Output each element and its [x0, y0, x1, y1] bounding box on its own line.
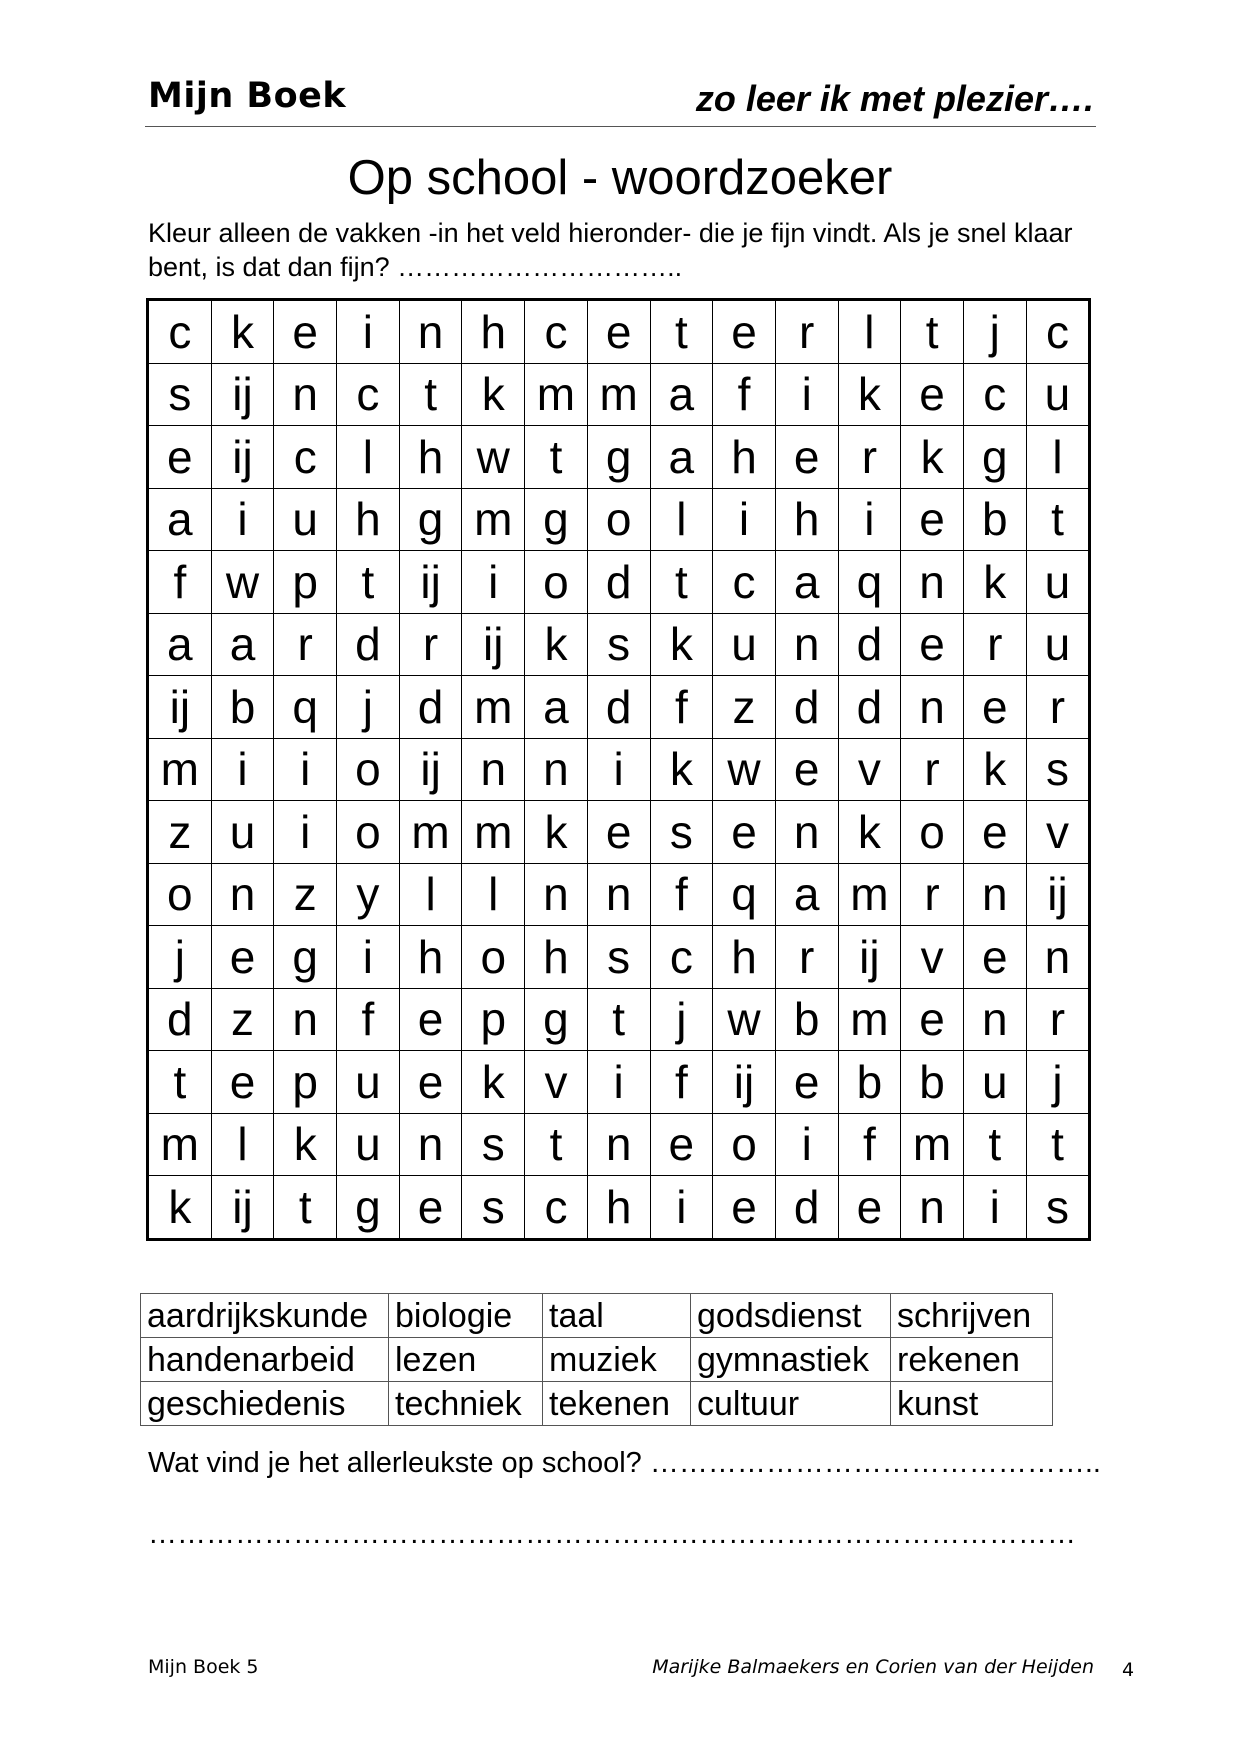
grid-cell[interactable]: n: [901, 1176, 964, 1240]
grid-cell[interactable]: r: [963, 613, 1026, 676]
grid-cell[interactable]: f: [337, 988, 400, 1051]
grid-cell[interactable]: j: [963, 300, 1026, 364]
grid-cell[interactable]: n: [274, 363, 337, 426]
grid-cell[interactable]: l: [650, 488, 713, 551]
grid-cell[interactable]: f: [650, 676, 713, 739]
grid-cell[interactable]: t: [1026, 1113, 1090, 1176]
grid-cell[interactable]: a: [148, 488, 212, 551]
grid-row: [148, 1051, 1090, 1114]
grid-cell[interactable]: v: [901, 926, 964, 989]
grid-cell[interactable]: e: [274, 300, 337, 364]
grid-cell[interactable]: m: [838, 988, 901, 1051]
grid-cell[interactable]: m: [901, 1113, 964, 1176]
grid-cell[interactable]: r: [775, 300, 838, 364]
grid-cell[interactable]: i: [211, 488, 274, 551]
grid-cell[interactable]: o: [337, 738, 400, 801]
grid-cell[interactable]: u: [1026, 613, 1090, 676]
grid-row: [148, 1176, 1090, 1240]
grid-cell[interactable]: ij: [1026, 863, 1090, 926]
grid-cell[interactable]: m: [399, 801, 462, 864]
grid-cell[interactable]: e: [587, 801, 650, 864]
grid-cell[interactable]: u: [337, 1051, 400, 1114]
grid-row: [148, 1113, 1090, 1176]
grid-cell[interactable]: e: [963, 926, 1026, 989]
grid-cell[interactable]: q: [713, 863, 776, 926]
grid-cell[interactable]: i: [587, 1051, 650, 1114]
grid-cell[interactable]: e: [399, 988, 462, 1051]
grid-cell[interactable]: u: [713, 613, 776, 676]
grid-row: [148, 801, 1090, 864]
grid-cell[interactable]: a: [775, 551, 838, 614]
grid-cell[interactable]: n: [399, 1113, 462, 1176]
grid-row: [148, 363, 1090, 426]
grid-cell[interactable]: d: [838, 676, 901, 739]
word-list-item: schrijven: [891, 1294, 1053, 1338]
grid-cell[interactable]: j: [650, 988, 713, 1051]
grid-cell[interactable]: m: [462, 488, 525, 551]
grid-cell[interactable]: e: [713, 1176, 776, 1240]
grid-cell[interactable]: t: [525, 426, 588, 489]
grid-cell[interactable]: u: [963, 1051, 1026, 1114]
grid-cell[interactable]: i: [650, 1176, 713, 1240]
grid-cell[interactable]: t: [650, 551, 713, 614]
grid-cell[interactable]: m: [462, 801, 525, 864]
grid-row: [148, 300, 1090, 364]
grid-cell[interactable]: d: [587, 676, 650, 739]
grid-cell[interactable]: r: [901, 738, 964, 801]
grid-cell[interactable]: e: [838, 1176, 901, 1240]
grid-cell[interactable]: a: [148, 613, 212, 676]
grid-cell[interactable]: i: [337, 300, 400, 364]
grid-cell[interactable]: w: [211, 551, 274, 614]
grid-cell[interactable]: l: [211, 1113, 274, 1176]
word-list-item: cultuur: [691, 1382, 891, 1426]
grid-cell[interactable]: e: [963, 801, 1026, 864]
grid-cell[interactable]: k: [525, 613, 588, 676]
grid-cell[interactable]: e: [775, 738, 838, 801]
grid-cell[interactable]: ij: [399, 738, 462, 801]
grid-cell[interactable]: r: [1026, 988, 1090, 1051]
grid-cell[interactable]: s: [587, 926, 650, 989]
grid-cell[interactable]: s: [1026, 738, 1090, 801]
grid-cell[interactable]: n: [775, 801, 838, 864]
grid-cell[interactable]: z: [713, 676, 776, 739]
grid-cell[interactable]: o: [462, 926, 525, 989]
grid-cell[interactable]: e: [901, 363, 964, 426]
grid-cell[interactable]: d: [148, 988, 212, 1051]
grid-cell[interactable]: l: [462, 863, 525, 926]
word-search-grid[interactable]: [146, 298, 1091, 1241]
grid-cell[interactable]: ij: [713, 1051, 776, 1114]
grid-cell[interactable]: s: [1026, 1176, 1090, 1240]
grid-cell[interactable]: m: [462, 676, 525, 739]
grid-cell[interactable]: ij: [148, 676, 212, 739]
grid-cell[interactable]: a: [650, 363, 713, 426]
grid-cell[interactable]: b: [963, 488, 1026, 551]
grid-cell[interactable]: n: [963, 863, 1026, 926]
grid-cell[interactable]: g: [337, 1176, 400, 1240]
grid-cell[interactable]: k: [963, 551, 1026, 614]
grid-row: [148, 613, 1090, 676]
grid-cell[interactable]: u: [1026, 551, 1090, 614]
grid-cell[interactable]: e: [399, 1051, 462, 1114]
grid-cell[interactable]: p: [274, 1051, 337, 1114]
footer-authors: Marijke Balmaekers en Corien van der Heijden: [652, 1656, 1094, 1678]
word-list-item: muziek: [543, 1338, 691, 1382]
grid-cell[interactable]: u: [274, 488, 337, 551]
grid-cell[interactable]: g: [587, 426, 650, 489]
grid-cell[interactable]: j: [148, 926, 212, 989]
grid-cell[interactable]: n: [901, 676, 964, 739]
grid-cell[interactable]: i: [713, 488, 776, 551]
grid-cell[interactable]: n: [963, 988, 1026, 1051]
grid-cell[interactable]: k: [525, 801, 588, 864]
grid-cell[interactable]: w: [713, 988, 776, 1051]
grid-cell[interactable]: m: [148, 738, 212, 801]
grid-cell[interactable]: j: [337, 676, 400, 739]
grid-cell[interactable]: c: [525, 300, 588, 364]
word-list-item: tekenen: [543, 1382, 691, 1426]
grid-cell[interactable]: o: [713, 1113, 776, 1176]
grid-cell[interactable]: u: [337, 1113, 400, 1176]
grid-cell[interactable]: h: [713, 926, 776, 989]
grid-row: [148, 676, 1090, 739]
grid-cell[interactable]: b: [775, 988, 838, 1051]
grid-cell[interactable]: a: [211, 613, 274, 676]
grid-cell[interactable]: k: [650, 613, 713, 676]
grid-cell[interactable]: e: [713, 300, 776, 364]
grid-cell[interactable]: w: [713, 738, 776, 801]
grid-cell[interactable]: e: [901, 488, 964, 551]
grid-cell[interactable]: l: [1026, 426, 1090, 489]
grid-cell[interactable]: s: [148, 363, 212, 426]
grid-cell[interactable]: s: [462, 1176, 525, 1240]
grid-cell[interactable]: g: [525, 488, 588, 551]
word-list-row: [141, 1294, 1053, 1338]
grid-cell[interactable]: g: [274, 926, 337, 989]
grid-cell[interactable]: h: [337, 488, 400, 551]
grid-cell[interactable]: z: [148, 801, 212, 864]
grid-cell[interactable]: j: [1026, 1051, 1090, 1114]
grid-cell[interactable]: r: [399, 613, 462, 676]
grid-cell[interactable]: c: [337, 363, 400, 426]
grid-cell[interactable]: o: [525, 551, 588, 614]
grid-cell[interactable]: ij: [211, 363, 274, 426]
grid-cell[interactable]: l: [337, 426, 400, 489]
grid-row: [148, 738, 1090, 801]
grid-cell[interactable]: b: [838, 1051, 901, 1114]
grid-cell[interactable]: c: [148, 300, 212, 364]
grid-cell[interactable]: a: [525, 676, 588, 739]
grid-cell[interactable]: q: [274, 676, 337, 739]
grid-cell[interactable]: z: [211, 988, 274, 1051]
grid-cell[interactable]: c: [525, 1176, 588, 1240]
grid-cell[interactable]: o: [337, 801, 400, 864]
grid-cell[interactable]: y: [337, 863, 400, 926]
grid-cell[interactable]: h: [525, 926, 588, 989]
grid-cell[interactable]: h: [775, 488, 838, 551]
grid-cell[interactable]: ij: [838, 926, 901, 989]
instruction-text: Kleur alleen de vakken -in het veld hieronder- die je fijn vindt. Als je snel klaar bent, is dat dan fijn? …………………………..: [148, 218, 1073, 282]
grid-cell[interactable]: o: [901, 801, 964, 864]
grid-cell[interactable]: f: [148, 551, 212, 614]
grid-row: [148, 988, 1090, 1051]
grid-cell[interactable]: h: [713, 426, 776, 489]
grid-cell[interactable]: n: [587, 1113, 650, 1176]
grid-cell[interactable]: s: [587, 613, 650, 676]
grid-cell[interactable]: e: [211, 926, 274, 989]
grid-cell[interactable]: m: [838, 863, 901, 926]
grid-cell[interactable]: i: [337, 926, 400, 989]
grid-cell[interactable]: i: [775, 1113, 838, 1176]
grid-cell[interactable]: g: [525, 988, 588, 1051]
grid-cell[interactable]: e: [963, 676, 1026, 739]
grid-cell[interactable]: n: [775, 613, 838, 676]
grid-cell[interactable]: n: [1026, 926, 1090, 989]
grid-cell[interactable]: t: [1026, 488, 1090, 551]
header-slogan: zo leer ik met plezier….: [695, 78, 1094, 119]
grid-cell[interactable]: n: [525, 738, 588, 801]
word-list-item: biologie: [389, 1294, 543, 1338]
grid-cell[interactable]: k: [838, 801, 901, 864]
grid-cell[interactable]: g: [399, 488, 462, 551]
grid-cell[interactable]: t: [337, 551, 400, 614]
grid-cell[interactable]: n: [587, 863, 650, 926]
grid-cell[interactable]: n: [525, 863, 588, 926]
answer-line: ……………………………………………………………………………………: [148, 1518, 1076, 1550]
grid-cell[interactable]: c: [713, 551, 776, 614]
grid-cell[interactable]: d: [337, 613, 400, 676]
grid-cell[interactable]: ij: [399, 551, 462, 614]
grid-cell[interactable]: d: [587, 551, 650, 614]
grid-cell[interactable]: n: [399, 300, 462, 364]
grid-cell[interactable]: i: [211, 738, 274, 801]
grid-cell[interactable]: i: [462, 551, 525, 614]
grid-row: [148, 488, 1090, 551]
grid-cell[interactable]: e: [148, 426, 212, 489]
word-list-row: [141, 1338, 1053, 1382]
grid-cell[interactable]: h: [399, 926, 462, 989]
grid-cell[interactable]: b: [211, 676, 274, 739]
grid-cell[interactable]: k: [462, 363, 525, 426]
grid-cell[interactable]: p: [274, 551, 337, 614]
grid-cell[interactable]: v: [525, 1051, 588, 1114]
grid-cell[interactable]: d: [775, 1176, 838, 1240]
word-list-item: handenarbeid: [141, 1338, 389, 1382]
grid-cell[interactable]: g: [963, 426, 1026, 489]
grid-cell[interactable]: l: [399, 863, 462, 926]
word-list-item: gymnastiek: [691, 1338, 891, 1382]
grid-cell[interactable]: ij: [211, 426, 274, 489]
word-list-item: taal: [543, 1294, 691, 1338]
grid-cell[interactable]: i: [274, 801, 337, 864]
grid-cell[interactable]: d: [775, 676, 838, 739]
grid-cell[interactable]: t: [650, 300, 713, 364]
grid-cell[interactable]: n: [211, 863, 274, 926]
grid-cell[interactable]: n: [462, 738, 525, 801]
grid-cell[interactable]: n: [274, 988, 337, 1051]
grid-cell[interactable]: m: [587, 363, 650, 426]
grid-cell[interactable]: z: [274, 863, 337, 926]
grid-cell[interactable]: h: [587, 1176, 650, 1240]
grid-cell[interactable]: k: [838, 363, 901, 426]
word-list-item: geschiedenis: [141, 1382, 389, 1426]
grid-cell[interactable]: i: [775, 363, 838, 426]
grid-cell[interactable]: m: [525, 363, 588, 426]
grid-cell[interactable]: e: [775, 1051, 838, 1114]
footer-book-name: Mijn Boek 5: [148, 1656, 259, 1678]
grid-cell[interactable]: k: [274, 1113, 337, 1176]
header-divider: [145, 126, 1096, 127]
question-text: Wat vind je het allerleukste op school? ………………………………………..: [148, 1447, 1101, 1479]
grid-cell[interactable]: e: [587, 300, 650, 364]
grid-cell[interactable]: h: [399, 426, 462, 489]
grid-cell[interactable]: t: [148, 1051, 212, 1114]
grid-cell[interactable]: a: [650, 426, 713, 489]
page-number: 4: [1122, 1659, 1135, 1681]
grid-cell[interactable]: m: [148, 1113, 212, 1176]
grid-row: [148, 863, 1090, 926]
grid-cell[interactable]: w: [462, 426, 525, 489]
grid-cell[interactable]: k: [963, 738, 1026, 801]
word-list-item: techniek: [389, 1382, 543, 1426]
grid-cell[interactable]: ij: [462, 613, 525, 676]
grid-cell[interactable]: t: [525, 1113, 588, 1176]
grid-cell[interactable]: i: [838, 488, 901, 551]
grid-cell[interactable]: ij: [211, 1176, 274, 1240]
grid-row: [148, 551, 1090, 614]
grid-cell[interactable]: f: [713, 363, 776, 426]
word-list-item: kunst: [891, 1382, 1053, 1426]
grid-cell[interactable]: u: [211, 801, 274, 864]
grid-cell[interactable]: e: [901, 613, 964, 676]
grid-cell[interactable]: k: [901, 426, 964, 489]
grid-cell[interactable]: r: [775, 926, 838, 989]
grid-cell[interactable]: i: [274, 738, 337, 801]
grid-cell[interactable]: o: [587, 488, 650, 551]
grid-cell[interactable]: r: [901, 863, 964, 926]
grid-cell[interactable]: t: [901, 300, 964, 364]
word-list-item: lezen: [389, 1338, 543, 1382]
grid-row: [148, 926, 1090, 989]
grid-cell[interactable]: c: [274, 426, 337, 489]
grid-cell[interactable]: i: [963, 1176, 1026, 1240]
page-title: Op school - woordzoeker: [347, 151, 893, 205]
grid-cell[interactable]: u: [1026, 363, 1090, 426]
grid-cell[interactable]: c: [1026, 300, 1090, 364]
grid-cell[interactable]: o: [148, 863, 212, 926]
grid-cell[interactable]: r: [1026, 676, 1090, 739]
grid-row: [148, 426, 1090, 489]
grid-cell[interactable]: h: [462, 300, 525, 364]
grid-cell[interactable]: q: [838, 551, 901, 614]
grid-cell[interactable]: e: [713, 801, 776, 864]
grid-cell[interactable]: v: [838, 738, 901, 801]
grid-cell[interactable]: k: [148, 1176, 212, 1240]
grid-cell[interactable]: b: [901, 1051, 964, 1114]
grid-cell[interactable]: d: [838, 613, 901, 676]
word-list-item: aardrijkskunde: [141, 1294, 389, 1338]
grid-cell[interactable]: e: [901, 988, 964, 1051]
grid-cell[interactable]: p: [462, 988, 525, 1051]
grid-cell[interactable]: e: [775, 426, 838, 489]
grid-cell[interactable]: e: [399, 1176, 462, 1240]
grid-cell[interactable]: e: [650, 1113, 713, 1176]
grid-cell[interactable]: c: [963, 363, 1026, 426]
grid-cell[interactable]: s: [462, 1113, 525, 1176]
grid-cell[interactable]: a: [775, 863, 838, 926]
grid-cell[interactable]: r: [838, 426, 901, 489]
grid-cell[interactable]: k: [650, 738, 713, 801]
grid-cell[interactable]: n: [901, 551, 964, 614]
grid-cell[interactable]: d: [399, 676, 462, 739]
grid-cell[interactable]: l: [838, 300, 901, 364]
grid-cell[interactable]: t: [399, 363, 462, 426]
word-list-item: godsdienst: [691, 1294, 891, 1338]
grid-cell[interactable]: r: [274, 613, 337, 676]
grid-cell[interactable]: s: [650, 801, 713, 864]
grid-cell[interactable]: k: [462, 1051, 525, 1114]
word-list-row: [141, 1382, 1053, 1426]
grid-cell[interactable]: c: [650, 926, 713, 989]
grid-cell[interactable]: e: [211, 1051, 274, 1114]
header-book-title: Mijn Boek: [148, 76, 347, 116]
grid-cell[interactable]: f: [650, 863, 713, 926]
grid-cell[interactable]: t: [587, 988, 650, 1051]
grid-cell[interactable]: v: [1026, 801, 1090, 864]
grid-cell[interactable]: i: [587, 738, 650, 801]
word-list-table: [140, 1293, 1053, 1426]
grid-cell[interactable]: f: [650, 1051, 713, 1114]
grid-cell[interactable]: t: [274, 1176, 337, 1240]
grid-cell[interactable]: f: [838, 1113, 901, 1176]
grid-cell[interactable]: k: [211, 300, 274, 364]
grid-cell[interactable]: t: [963, 1113, 1026, 1176]
word-list-item: rekenen: [891, 1338, 1053, 1382]
